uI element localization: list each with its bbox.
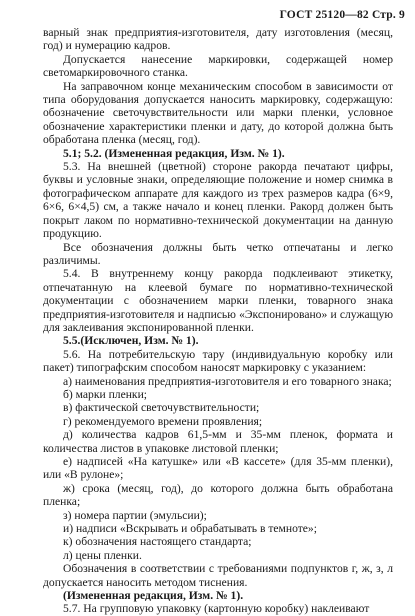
list-item: в) фактической светочувствительности;: [63, 401, 260, 415]
paragraph: Допускается нанесение маркировки, содержащей номер светомаркировочного станка.: [43, 52, 393, 80]
list-item: и) надписи «Вскрывать и обрабатывать в темноте»;: [63, 522, 317, 536]
excluded-note: 5.5.(Исключен, Изм. № 1).: [63, 334, 199, 348]
list-item: а) наименования предприятия-изготовителя и его товарного знака;: [63, 374, 392, 388]
list-item: з) номера партии (эмульсии);: [63, 508, 207, 522]
page-header: ГОСТ 25120—82 Стр. 9: [279, 9, 405, 21]
paragraph: варный знак предприятия-изготовителя, дату изготовления (месяц, год) и нумерацию кадров.: [43, 26, 393, 53]
list-item: б) марки пленки;: [63, 387, 147, 401]
list-item: ж) срока (месяц, год), до которого должна быть обработана пленка;: [43, 481, 393, 509]
list-item: е) надписей «На катушке» или «В кассете» (для 35-мм пленки), или «В рулоне»;: [43, 455, 393, 482]
paragraph: На заправочном конце механическим способом в зависимости от типа оборудования допускается наносить маркировку, содержащую: обозначение светочувствительности или марки пленки, условное обозначение характеристики пленки и дату, до которой должна быть обработана пленка (месяц, год).: [43, 79, 393, 147]
document-body: [43, 26, 393, 616]
list-item: л) цены пленки.: [63, 548, 142, 562]
paragraph: 5.3. На внешней (цветной) стороне ракорда печатают цифры, буквы и условные знаки, определяющие положение и номер снимка в фотографическом аппарате для каждого из трех размеров кадра (6×9, 6×6, 6×4,5) см, а также начало и конец пленки. Ракорд должен быть покрыт лаком по нормативно-технической документации на данную продукцию.: [43, 160, 393, 241]
paragraph: 5.4. В внутреннему концу ракорда подклеивают этикетку, отпечатанную на клеевой бумаге по нормативно-технической документации с обозначением марки пленки, товарного знака предприятия-изготовителя и надписью «Экспонировано» и служащую для заклеивания экспонированной пленки.: [43, 267, 393, 334]
amendment-note: 5.1; 5.2. (Измененная редакция, Изм. № 1).: [63, 146, 285, 160]
paragraph: Все обозначения должны быть четко отпечатаны и легко различимы.: [43, 240, 393, 267]
list-item: д) количества кадров 61,5-мм и 35-мм пленок, формата и количества листов в упаковке листовой пленки;: [43, 428, 393, 455]
paragraph: 5.7. На групповую упаковку (картонную коробку) наклеивают: [63, 602, 370, 616]
list-item: г) рекомендуемого времени проявления;: [63, 414, 263, 428]
list-item: к) обозначения настоящего стандарта;: [63, 535, 252, 549]
paragraph: 5.6. На потребительскую тару (индивидуальную коробку или пакет) типографским способом наносят маркировку с указанием:: [43, 347, 393, 375]
paragraph: Обозначения в соответствии с требованиями подпунктов г, ж, з, л допускается наносить методом тиснения.: [43, 562, 393, 589]
amendment-note: (Измененная редакция, Изм. № 1).: [63, 589, 244, 603]
